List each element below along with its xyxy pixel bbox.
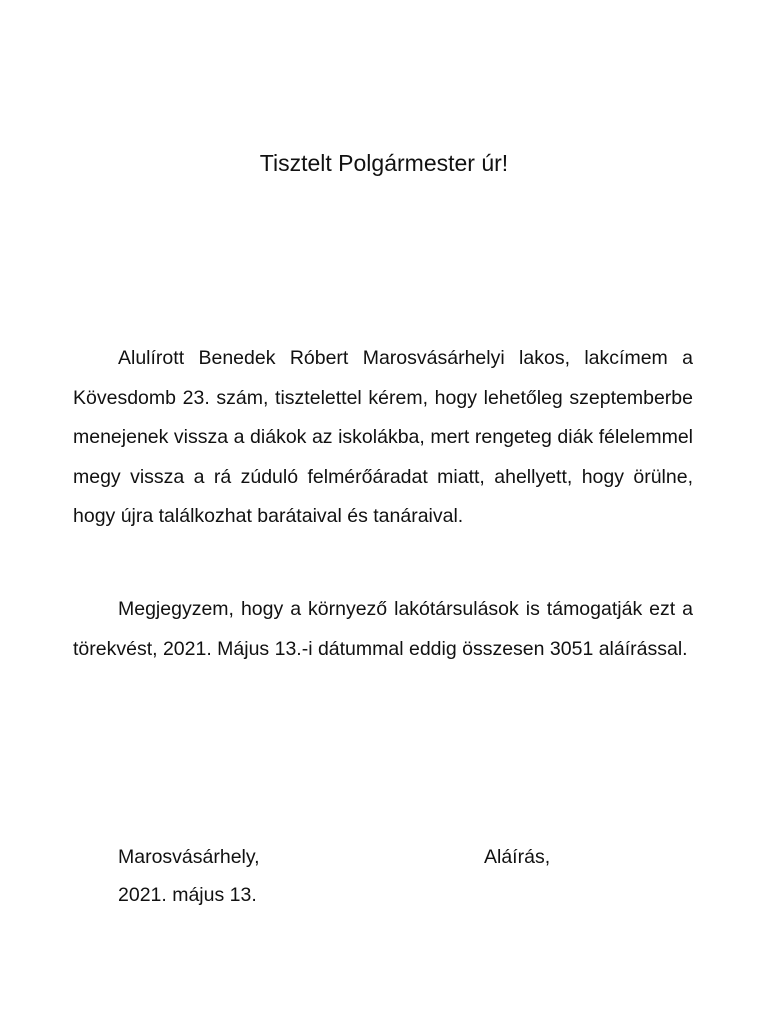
salutation: Tisztelt Polgármester úr! <box>259 150 509 176</box>
closing-place: Marosvásárhely, <box>118 846 260 868</box>
body-paragraph-request: Alulírott Benedek Róbert Marosvásárhelyi lakos, lakcímem a Kövesdomb 23. szám, tisztelettel kérem, hogy lehetőleg szeptemberbe menejenek vissza a diákok az iskolákba, mert rengeteg diák félelemmel megy vissza a rá zúduló felmérőáradat miatt, ahellyett, hogy örülne, hogy újra találkozhat barátaival és tanáraival. <box>73 347 693 527</box>
closing-date: 2021. május 13. <box>118 884 257 906</box>
signature-label: Aláírás, <box>484 846 551 868</box>
body-paragraph-support: Megjegyzem, hogy a környező lakótársulások is támogatják ezt a törekvést, 2021. Május 13.-i dátummal eddig összesen 3051 aláírással. <box>73 598 693 660</box>
